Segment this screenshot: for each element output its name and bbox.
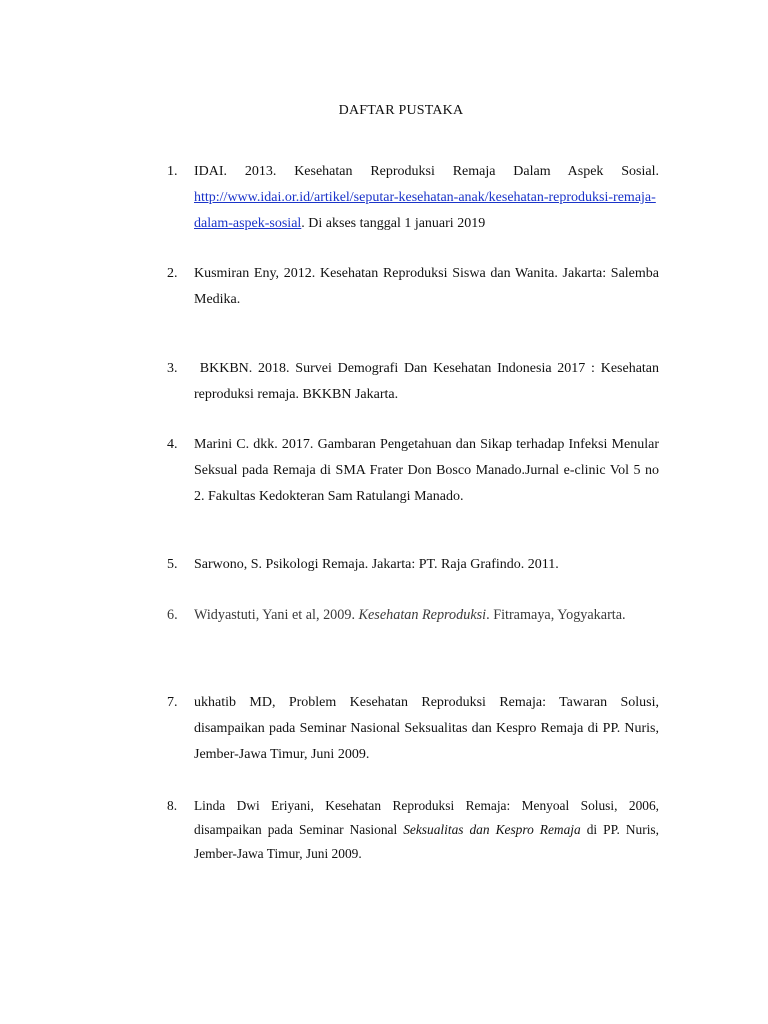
reference-number: 5. bbox=[167, 557, 178, 572]
reference-number: 7. bbox=[167, 695, 178, 710]
reference-number: 2. bbox=[167, 266, 178, 281]
reference-text bbox=[194, 601, 659, 630]
reference-number: 4. bbox=[167, 437, 178, 452]
reference-item bbox=[167, 552, 659, 578]
reference-text-tail: di PP. Nuris, Jember-Jawa Timur, Juni 2009. bbox=[194, 822, 659, 861]
reference-link[interactable]: http://www.idai.or.id/artikel/seputar-kesehatan-anak/kesehatan-reproduksi-remaja-dalam-aspek-sosial bbox=[194, 190, 656, 231]
reference-text-lead: IDAI. 2013. Kesehatan Reproduksi Remaja Dalam Aspek Sosial. bbox=[194, 164, 659, 179]
reference-text: BKKBN. 2018. Survei Demografi Dan Kesehatan Indonesia 2017 : Kesehatan reproduksi remaja. BKKBN Jakarta. bbox=[194, 361, 663, 402]
reference-number: 6. bbox=[167, 607, 178, 623]
reference-text bbox=[194, 794, 659, 866]
reference-item bbox=[167, 601, 659, 630]
reference-text: ukhatib MD, Problem Kesehatan Reproduksi Remaja: Tawaran Solusi, disampaikan pada Seminar Nasional Seksualitas dan Kespro Remaja di PP. Nuris, Jember-Jawa Timur, Juni 2009. bbox=[194, 695, 659, 762]
reference-text bbox=[194, 159, 659, 237]
reference-text: Sarwono, S. Psikologi Remaja. Jakarta: PT. Raja Grafindo. 2011. bbox=[194, 557, 559, 572]
reference-item bbox=[167, 261, 659, 313]
reference-item bbox=[167, 159, 659, 237]
reference-text-tail: . Fitramaya, Yogyakarta. bbox=[486, 607, 626, 623]
reference-item bbox=[167, 432, 659, 510]
reference-text-tail: . Di akses tanggal 1 januari 2019 bbox=[301, 216, 486, 231]
reference-number: 1. bbox=[167, 164, 178, 179]
page-title: DAFTAR PUSTAKA bbox=[338, 103, 464, 118]
reference-text-lead: Widyastuti, Yani et al, 2009. bbox=[194, 607, 359, 623]
reference-text: Marini C. dkk. 2017. Gambaran Pengetahuan dan Sikap terhadap Infeksi Menular Seksual pada Remaja di SMA Frater Don Bosco Manado.Jurnal e-clinic Vol 5 no 2. Fakultas Kedokteran Sam Ratulangi Manado. bbox=[194, 437, 659, 504]
reference-italic-title: Kesehatan Reproduksi bbox=[358, 607, 487, 623]
reference-italic-title: Seksualitas dan Kespro Remaja bbox=[403, 822, 581, 837]
reference-number: 8. bbox=[167, 798, 178, 813]
reference-item bbox=[167, 356, 663, 408]
reference-item bbox=[167, 690, 659, 768]
reference-item bbox=[167, 794, 659, 866]
reference-text: Kusmiran Eny, 2012. Kesehatan Reproduksi Siswa dan Wanita. Jakarta: Salemba Medika. bbox=[194, 266, 659, 307]
reference-text-lead: Linda Dwi Eriyani, Kesehatan Reproduksi Remaja: Menyoal Solusi, 2006, disampaikan pada Seminar Nasional bbox=[194, 798, 659, 837]
reference-number: 3. bbox=[167, 361, 178, 376]
